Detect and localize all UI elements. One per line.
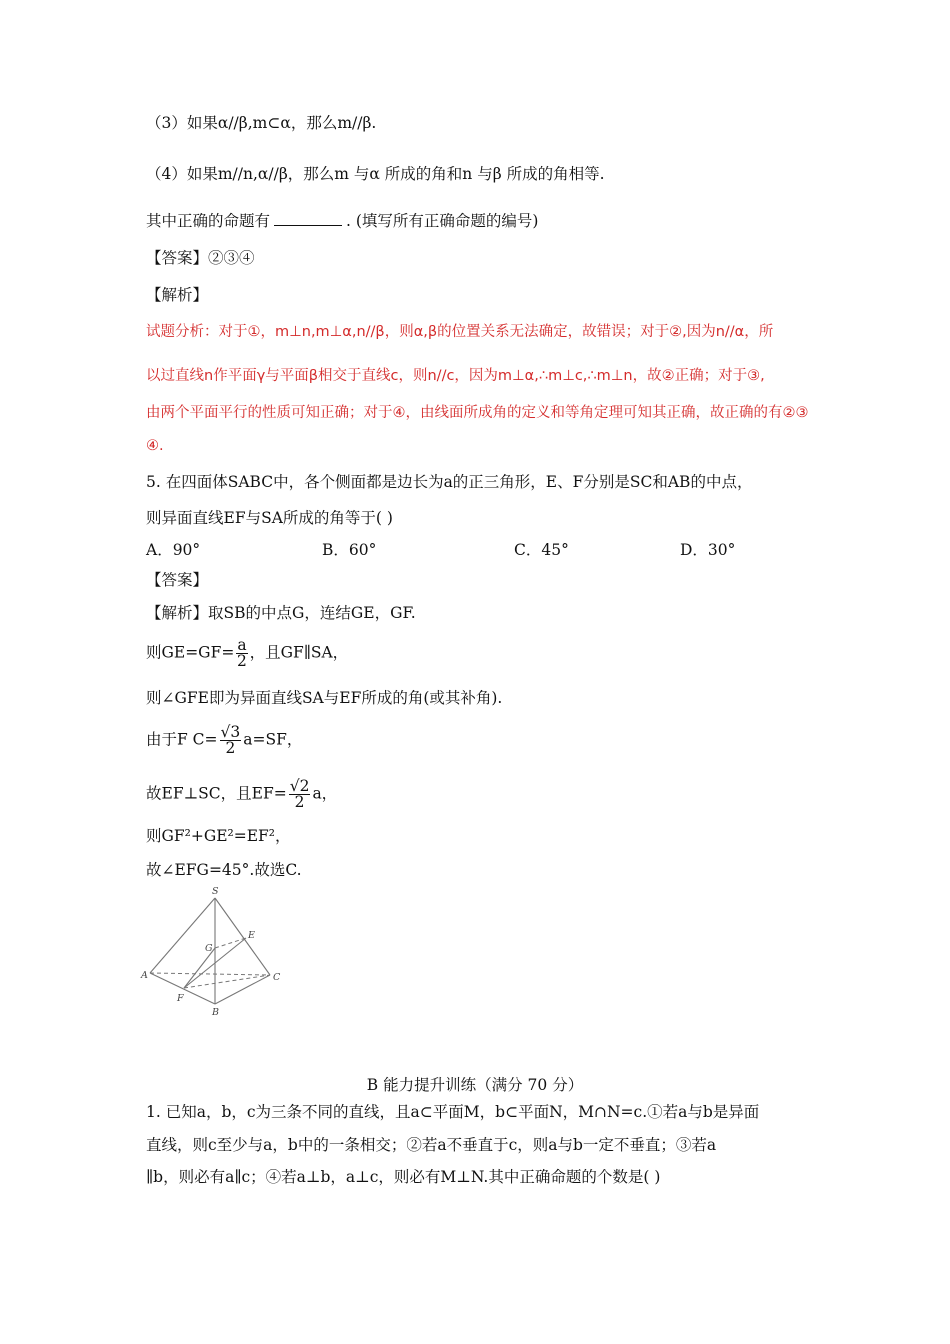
- fraction-sqrt2-over-2: $\frac{√2}{2}$: [289, 777, 310, 811]
- analysis-label: 【解析】: [146, 286, 209, 304]
- solution-line-2: [146, 638, 348, 669]
- solution-line-3: 则∠GFE即为异面直线SA与EF所成的角(或其补角).: [146, 689, 503, 707]
- fraction-sqrt3-over-2: $\frac{√3}{2}$: [220, 723, 241, 757]
- analysis-red-line-1: 试题分析：对于①，m⊥n,m⊥α,n//β，则α,β的位置关系无法确定，故错误；对于②,因为n//α，所: [146, 324, 774, 340]
- fraction-a-over-2: $\frac{a}{2}$: [237, 636, 247, 670]
- b1-line-3: ∥b，则必有a∥c；④若a⊥b，a⊥c，则必有M⊥N.其中正确命题的个数是( ): [146, 1168, 661, 1186]
- label-c: C: [273, 972, 281, 983]
- fill-blank-line: [146, 211, 538, 231]
- choice-a: A．90°: [146, 541, 201, 559]
- b1-line-2: 直线，则c至少与a，b中的一条相交；②若a不垂直于c，则a与b一定不垂直；③若a: [146, 1136, 717, 1154]
- choice-d: D．30°: [680, 541, 736, 559]
- q4-line: （4）如果m//n,α//β，那么m 与α 所成的角和n 与β 所成的角相等.: [146, 165, 605, 183]
- sol-l5-post: a，: [312, 784, 338, 803]
- solution-line-6: 则GF²+GE²=EF²，: [146, 827, 291, 845]
- tetrahedron-figure: [140, 885, 290, 1020]
- edge-ac-hidden: [150, 973, 270, 975]
- answer-label-2: 【答案】: [146, 571, 209, 589]
- analysis-red-line-2: 以过直线n作平面γ与平面β相交于直线c，则n//c，因为m⊥α,∴m⊥c,∴m⊥n，故②正确；对于③,: [146, 368, 765, 384]
- fill-suffix: . (填写所有正确命题的编号): [346, 212, 539, 230]
- q5-line-1: 5. 在四面体SABC中，各个侧面都是边长为a的正三角形，E、F分别是SC和AB的中点，: [146, 473, 753, 491]
- solution-line-5: [146, 779, 337, 810]
- analysis-red-line-4: ④.: [146, 438, 164, 454]
- analysis-red-line-3: 由两个平面平行的性质可知正确；对于④，由线面所成角的定义和等角定理可知其正确，故正确的有②③: [146, 405, 809, 421]
- sol-l4-post: a=SF，: [243, 730, 303, 749]
- label-f: F: [177, 993, 184, 1004]
- sol-l2-pre: 则GE=GF=: [146, 643, 235, 662]
- segment-ge-hidden: [215, 938, 246, 948]
- sol-l5-pre: 故EF⊥SC，且EF=: [146, 784, 287, 803]
- answer-label-1: 【答案】②③④: [146, 249, 255, 267]
- label-b: B: [212, 1007, 219, 1018]
- solution-line-4: [146, 725, 302, 756]
- label-e: E: [248, 930, 255, 941]
- edge-sa: [150, 898, 215, 973]
- section-b-title: B 能力提升训练（满分 70 分）: [366, 1076, 584, 1094]
- choice-c: C．45°: [514, 541, 569, 559]
- label-s: S: [212, 886, 219, 897]
- solution-line-7: 故∠EFG=45°.故选C.: [146, 861, 302, 879]
- sol-l2-post: ，且GF∥SA，: [249, 643, 349, 662]
- label-g: G: [205, 943, 213, 954]
- q5-line-2: 则异面直线EF与SA所成的角等于( ): [146, 509, 393, 527]
- sol-l4-pre: 由于F C=: [146, 730, 218, 749]
- solution-line-1: 【解析】取SB的中点G，连结GE，GF.: [146, 604, 416, 622]
- b1-line-1: 1. 已知a，b，c为三条不同的直线，且a⊂平面M，b⊂平面N，M∩N=c.①若a与b是异面: [146, 1103, 760, 1121]
- fill-prefix: 其中正确的命题有: [146, 212, 271, 230]
- label-a: A: [141, 970, 148, 981]
- segment-fg: [184, 948, 215, 988]
- choice-b: B．60°: [322, 541, 377, 559]
- q3-line: （3）如果α//β,m⊂α，那么m//β.: [146, 114, 377, 132]
- edge-sc: [215, 898, 270, 975]
- answer-blank: [274, 211, 342, 226]
